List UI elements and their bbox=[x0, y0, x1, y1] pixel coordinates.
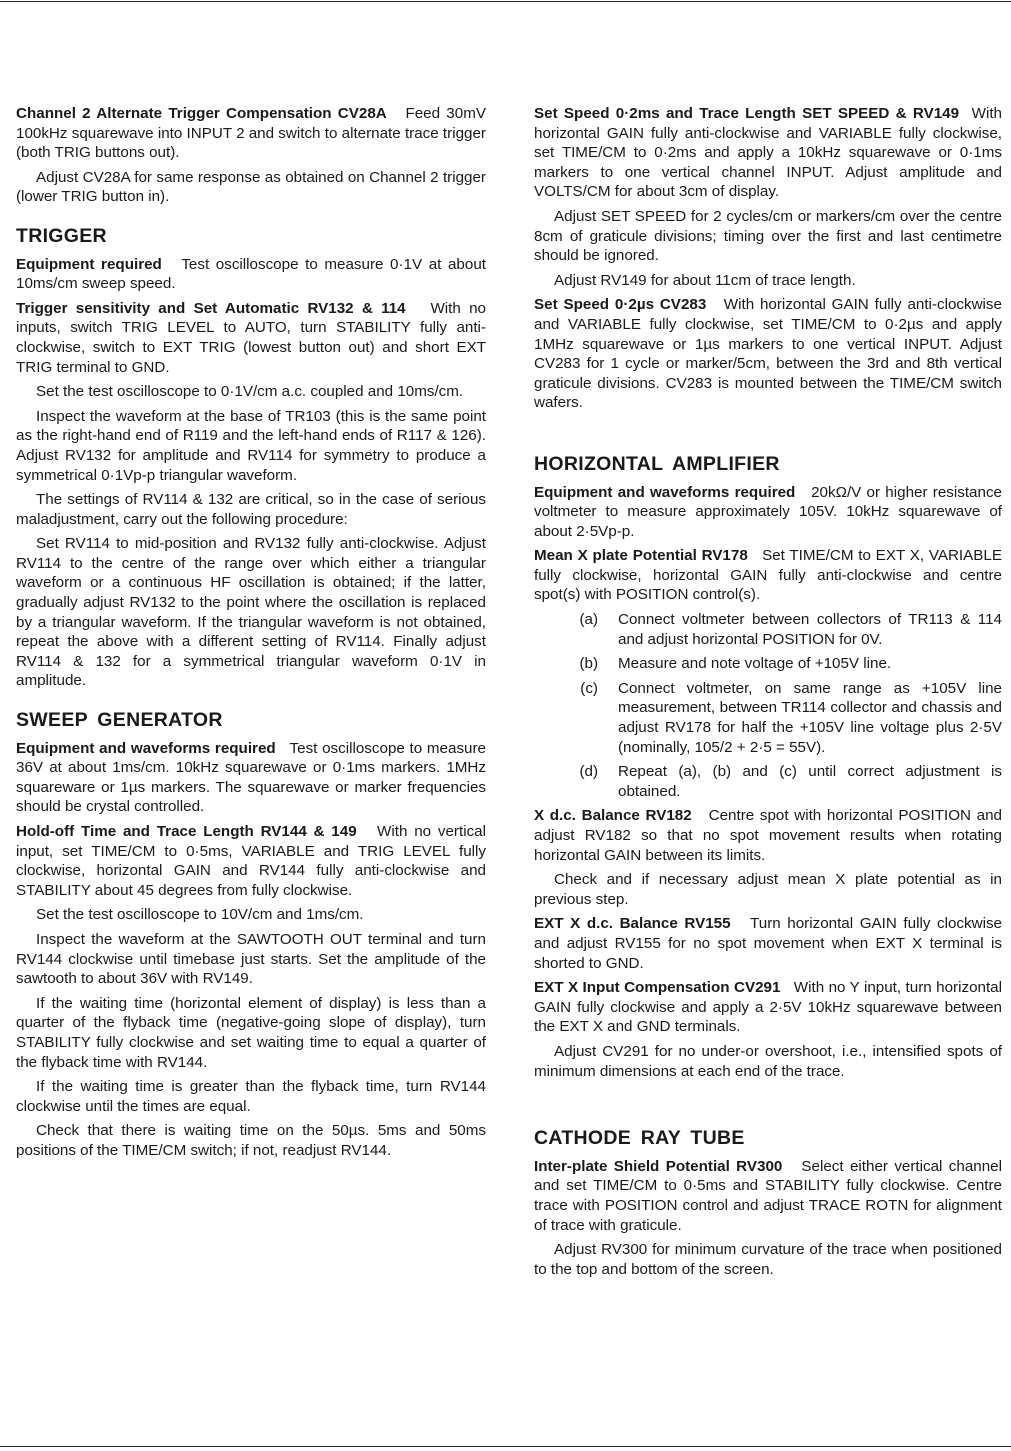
step-item bbox=[534, 654, 1002, 674]
horiz-equipment-paragraph bbox=[534, 483, 1002, 542]
sweep-paragraph-4: If the waiting time is greater than the flyback time, turn RV144 clockwise until the times are equal. bbox=[16, 1078, 486, 1115]
step-item bbox=[534, 679, 1002, 757]
trigger-title: TRIGGER bbox=[16, 224, 107, 247]
sweep-holdoff-paragraph bbox=[16, 822, 486, 900]
ch2-paragraph bbox=[16, 104, 486, 163]
shield-paragraph bbox=[534, 1157, 1002, 1235]
sweep-paragraph-2: Inspect the waveform at the SAWTOOTH OUT terminal and turn RV144 clockwise until timebase just starts. Set the amplitude of the sawtooth to about 36V with RV149. bbox=[16, 930, 486, 988]
x-dc-check-paragraph: Check and if necessary adjust mean X plate potential as in previous step. bbox=[534, 871, 1002, 908]
trigger-paragraph-3: The settings of RV114 & 132 are critical, so in the case of serious maladjustment, carry out the following procedure: bbox=[16, 491, 486, 528]
sweep-paragraph-3: If the waiting time (horizontal element of display) is less than a quarter of the flyback time (negative-going slope of display), turn STABILITY fully clockwise and set waiting time to equal a quarter of the flyback time with RV144. bbox=[16, 994, 486, 1071]
step-text: Connect voltmeter between collectors of TR113 & 114 and adjust horizontal POSITION for 0V. bbox=[618, 611, 1002, 648]
x-dc-balance-heading: X d.c. Balance RV182 bbox=[534, 807, 692, 825]
top-rule bbox=[0, 1, 1011, 2]
ext-x-comp-paragraph bbox=[534, 978, 1002, 1037]
horiz-equipment-heading: Equipment and waveforms required bbox=[534, 483, 796, 501]
mean-x-body: Set TIME/CM to EXT X, VARIABLE fully clockwise, horizontal GAIN fully anti-clockwise and centre spot(s) with POSITION control(s). bbox=[534, 547, 1002, 604]
sweep-equipment-heading: Equipment and waveforms required bbox=[16, 739, 276, 757]
speed-02ms-paragraph-1: Adjust SET SPEED for 2 cycles/cm or markers/cm over the centre 8cm of graticule divisions; timing over the first and last centimetre should be ignored. bbox=[534, 207, 1002, 265]
step-item bbox=[534, 610, 1002, 649]
ch2-adjust-paragraph: Adjust CV28A for same response as obtained on Channel 2 trigger (lower TRIG button in). bbox=[16, 168, 486, 206]
trigger-sensitivity-paragraph bbox=[16, 299, 486, 377]
ext-x-comp-adjust-paragraph: Adjust CV291 for no under-or overshoot, i.e., intensified spots of minimum dimensions at each end of the trace. bbox=[534, 1042, 1002, 1080]
step-text: Repeat (a), (b) and (c) until correct adjustment is obtained. bbox=[618, 763, 1002, 800]
crt-paragraph-1: Adjust RV300 for minimum curvature of the trace when positioned to the top and bottom of the screen. bbox=[534, 1241, 1002, 1278]
x-dc-balance-body: Centre spot with horizontal POSITION and adjust RV182 so that no spot movement results when rotating horizontal GAIN between its limits. bbox=[534, 807, 1002, 864]
step-text: Measure and note voltage of +105V line. bbox=[618, 655, 892, 673]
speed-02ms-paragraph bbox=[534, 104, 1002, 202]
ext-x-comp-heading: EXT X Input Compensation CV291 bbox=[534, 979, 781, 997]
trigger-equipment-paragraph bbox=[16, 255, 486, 294]
speed-02us-paragraph bbox=[534, 295, 1002, 413]
speed-02ms-paragraph-2: Adjust RV149 for about 11cm of trace length. bbox=[554, 271, 856, 289]
speed-02us-heading: Set Speed 0·2µs CV283 bbox=[534, 296, 707, 314]
step-label: (d) bbox=[579, 763, 598, 781]
left-column bbox=[16, 104, 486, 1166]
cathode-ray-tube-title: CATHODE RAY TUBE bbox=[534, 1127, 745, 1150]
ext-x-dc-body: Turn horizontal GAIN fully clockwise and adjust RV155 for no spot movement when EXT X terminal is shorted to GND. bbox=[534, 915, 1002, 972]
ch2-body: Feed 30mV 100kHz squarewave into INPUT 2 and switch to alternate trace trigger (both TRIG buttons out). bbox=[16, 105, 486, 162]
speed-02us-body: With horizontal GAIN fully anti-clockwise and VARIABLE fully clockwise, set TIME/CM to 0·2µs and apply 1MHz squarewave or 1µs markers to one vertical INPUT. Adjust CV283 for 1 cycle or marker/5cm, between the 3rd and 8th vertical graticule divisions. CV283 is mounted between the TIME/CM switch wafers. bbox=[534, 296, 1002, 412]
speed-02ms-body: With horizontal GAIN fully anti-clockwise and VARIABLE fully clockwise, set TIME/CM to 0·2ms and apply a 10kHz squarewave or 0·1ms markers to one vertical channel INPUT. Adjust amplitude and VOLTS/CM for about 3cm of display. bbox=[534, 105, 1002, 201]
sweep-equipment-body: Test oscilloscope to measure 36V at about 1ms/cm. 10kHz squarewave or 0·1ms markers. 1MHz squareware or 1µs markers. The squarewave or marker frequencies should be crystal controlled. bbox=[16, 739, 486, 816]
ext-x-dc-heading: EXT X d.c. Balance RV155 bbox=[534, 915, 731, 933]
ch2-heading: Channel 2 Alternate Trigger Compensation CV28A bbox=[16, 105, 387, 122]
trigger-equipment-body: Test oscilloscope to measure 0·1V at about 10ms/cm sweep speed. bbox=[16, 255, 486, 293]
step-text: Connect voltmeter, on same range as +105V line measurement, between TR114 collector and chassis and adjust RV178 for half the +105V line voltage plus 2·5V (nominally, 105/2 + 2·5 = 55V). bbox=[618, 679, 1002, 756]
ext-x-comp-body: With no Y input, turn horizontal GAIN fully clockwise and apply a 2·5V 10kHz squarewave between the EXT X and GND terminals. bbox=[534, 979, 1002, 1036]
step-item bbox=[534, 762, 1002, 801]
trigger-equipment-heading: Equipment required bbox=[16, 255, 162, 273]
right-column bbox=[534, 104, 1002, 1284]
trigger-sensitivity-heading: Trigger sensitivity and Set Automatic RV132 & 114 bbox=[16, 299, 406, 317]
sweep-paragraph-5: Check that there is waiting time on the 50µs. 5ms and 50ms positions of the TIME/CM switch; if not, readjust RV144. bbox=[16, 1122, 486, 1159]
step-label: (c) bbox=[580, 679, 598, 697]
mean-x-heading: Mean X plate Potential RV178 bbox=[534, 547, 748, 565]
sweep-title: SWEEP GENERATOR bbox=[16, 709, 223, 732]
trigger-sensitivity-body: With no inputs, switch TRIG LEVEL to AUTO, turn STABILITY fully anti-clockwise, switch to EXT TRIG (lowest button out) and short EXT TRIG terminal to GND. bbox=[16, 299, 486, 376]
sweep-equipment-paragraph bbox=[16, 739, 486, 817]
shield-heading: Inter-plate Shield Potential RV300 bbox=[534, 1157, 783, 1175]
step-label: (a) bbox=[579, 611, 598, 629]
horiz-equipment-body: 20kΩ/V or higher resistance voltmeter to measure approximately 105V. 10kHz squarewave of about 2·5Vp-p. bbox=[534, 483, 1002, 540]
x-dc-balance-paragraph bbox=[534, 806, 1002, 865]
sweep-holdoff-heading: Hold-off Time and Trace Length RV144 & 149 bbox=[16, 823, 357, 840]
step-label: (b) bbox=[579, 655, 598, 673]
trigger-paragraph-4: Set RV114 to mid-position and RV132 fully anti-clockwise. Adjust RV114 to the centre of the range over which either a triangular waveform or a continuous HF oscillation is obtained; if the latter, gradually adjust RV132 to the point where the oscillation is replaced by a triangular waveform. If the triangular waveform is not obtained, repeat the above with a different setting of RV114. Finally adjust RV114 & 132 for a symmetrical triangular waveform 0·1V in amplitude. bbox=[16, 535, 486, 690]
speed-02ms-heading: Set Speed 0·2ms and Trace Length SET SPEED & RV149 bbox=[534, 105, 960, 122]
trigger-paragraph-2: Inspect the waveform at the base of TR103 (this is the same point as the right-hand end of R119 and the left-hand ends of R117 & 126). Adjust RV132 for amplitude and RV114 for symmetry to produce a symmetrical 0·1Vp-p triangular waveform. bbox=[16, 407, 486, 484]
ext-x-dc-paragraph bbox=[534, 914, 1002, 973]
shield-body: Select either vertical channel and set TIME/CM to 0·5ms and STABILITY fully clockwise. Centre trace with POSITION control and adjust TRACE ROTN for alignment of trace with graticule. bbox=[534, 1157, 1002, 1234]
horizontal-amplifier-title: HORIZONTAL AMPLIFIER bbox=[534, 452, 780, 475]
trigger-paragraph-1: Set the test oscilloscope to 0·1V/cm a.c. coupled and 10ms/cm. bbox=[36, 383, 464, 401]
sweep-holdoff-body: With no vertical input, set TIME/CM to 0·5ms, VARIABLE and TRIG LEVEL fully clockwise, horizontal GAIN and RV144 fully anti-clockwise and STABILITY about 45 degrees from fully clockwise. bbox=[16, 823, 486, 899]
bottom-rule bbox=[0, 1446, 1011, 1447]
sweep-paragraph-1: Set the test oscilloscope to 10V/cm and 1ms/cm. bbox=[36, 906, 364, 924]
mean-x-paragraph bbox=[534, 546, 1002, 605]
